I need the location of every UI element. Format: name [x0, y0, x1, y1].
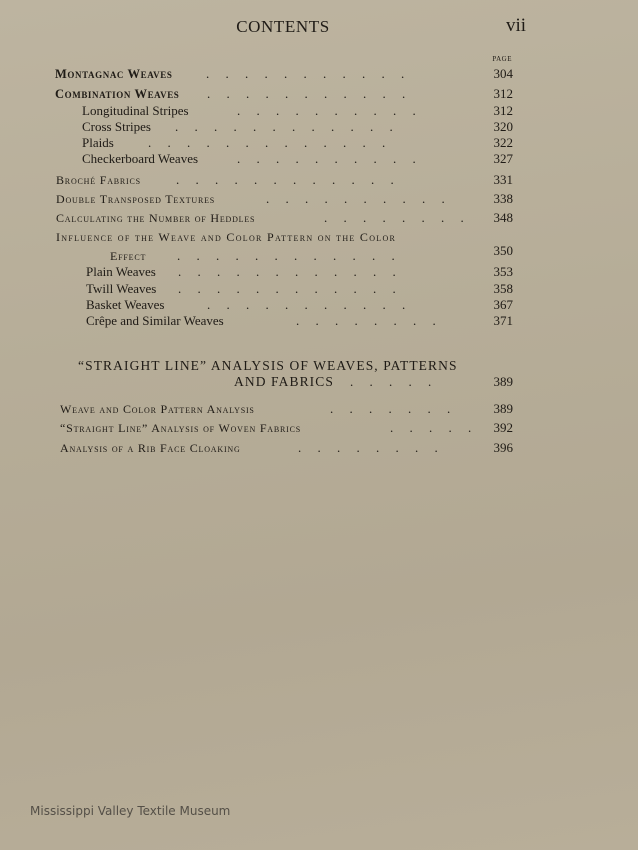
toc-entry-label: Double Transposed Textures [56, 192, 216, 206]
toc-entry-label: Twill Weaves [86, 281, 157, 296]
toc-entry-page: 304 [493, 66, 513, 81]
leader-dots: . . . . . . . . [296, 313, 436, 328]
roman-page-number: vii [505, 15, 526, 36]
leader-dots: . . . . . . . . . . . . [177, 248, 395, 263]
leader-dots: . . . . . . . . . . . [207, 297, 406, 312]
leader-dots: . . . . . . . . . . . [207, 86, 406, 101]
toc-entry-label: Longitudinal Stripes [82, 103, 189, 118]
toc-entry-page: 312 [493, 103, 513, 118]
leader-dots: . . . . . . . . . . [237, 103, 416, 118]
toc-entry-page: 312 [493, 86, 513, 101]
toc-entry-label: Plain Weaves [86, 264, 156, 279]
leader-dots: . . . . . . . . . . [237, 151, 416, 166]
toc-entry-label: Cross Stripes [82, 119, 151, 134]
toc-entry-label: Montagnac Weaves [55, 67, 173, 81]
toc-entry-label-cont: Effect [110, 249, 147, 263]
leader-dots: . . . . . [350, 374, 432, 389]
leader-dots: . . . . . . . . . . . [206, 66, 405, 81]
toc-entry-page: 367 [493, 297, 513, 312]
toc-entry-page: 389 [493, 374, 513, 389]
toc-entry-label: Analysis of a Rib Face Cloaking [60, 441, 241, 455]
leader-dots: . . . . . . . . [324, 210, 464, 225]
toc-entry-label: Basket Weaves [86, 297, 165, 312]
toc-entry-label: “Straight Line” Analysis of Woven Fabrics [60, 421, 302, 435]
leader-dots: . . . . . . . . . . . . [178, 281, 396, 296]
leader-dots: . . . . . . . [330, 401, 451, 416]
toc-entry-label: Plaids [82, 135, 114, 150]
toc-entry-label: Crêpe and Similar Weaves [86, 313, 224, 328]
page-title: CONTENTS [236, 17, 330, 36]
section-heading-line2: AND FABRICS [234, 374, 334, 389]
toc-entry-page: 322 [493, 135, 513, 150]
leader-dots: . . . . . . . . . . . . [175, 119, 393, 134]
museum-watermark: Mississippi Valley Textile Museum [30, 804, 231, 818]
toc-entry-label: Influence of the Weave and Color Pattern on the Color [56, 230, 397, 244]
toc-entry-label: Weave and Color Pattern Analysis [60, 402, 255, 416]
toc-entry-page: 331 [493, 172, 513, 187]
leader-dots: . . . . . . . . . . [266, 191, 445, 206]
leader-dots: . . . . . . . . [298, 440, 438, 455]
toc-entry-page: 350 [493, 243, 513, 258]
toc-entry-page: 327 [493, 151, 513, 166]
toc-entry-page: 348 [493, 210, 513, 225]
toc-entry-page: 396 [493, 440, 513, 455]
leader-dots: . . . . . [390, 420, 472, 435]
toc-entry-page: 320 [493, 119, 513, 134]
page-column-label: PAGE [492, 55, 512, 63]
section-heading-line1: “STRAIGHT LINE” ANALYSIS OF WEAVES, PATTERNS [78, 358, 458, 373]
toc-entry-page: 371 [493, 313, 513, 328]
toc-entry-page: 392 [493, 420, 513, 435]
toc-entry-page: 353 [493, 264, 513, 279]
toc-entry-page: 358 [493, 281, 513, 296]
leader-dots: . . . . . . . . . . . . [176, 172, 394, 187]
toc-entry-label: Calculating the Number of Heddles [56, 211, 256, 225]
toc-entry-label: Broché Fabrics [56, 173, 141, 187]
toc-entry-page: 389 [493, 401, 513, 416]
toc-entry-label: Checkerboard Weaves [82, 151, 199, 166]
leader-dots: . . . . . . . . . . . . . [148, 135, 386, 150]
leader-dots: . . . . . . . . . . . . [178, 264, 396, 279]
toc-entry-label: Combination Weaves [55, 87, 180, 101]
toc-entry-page: 338 [493, 191, 513, 206]
